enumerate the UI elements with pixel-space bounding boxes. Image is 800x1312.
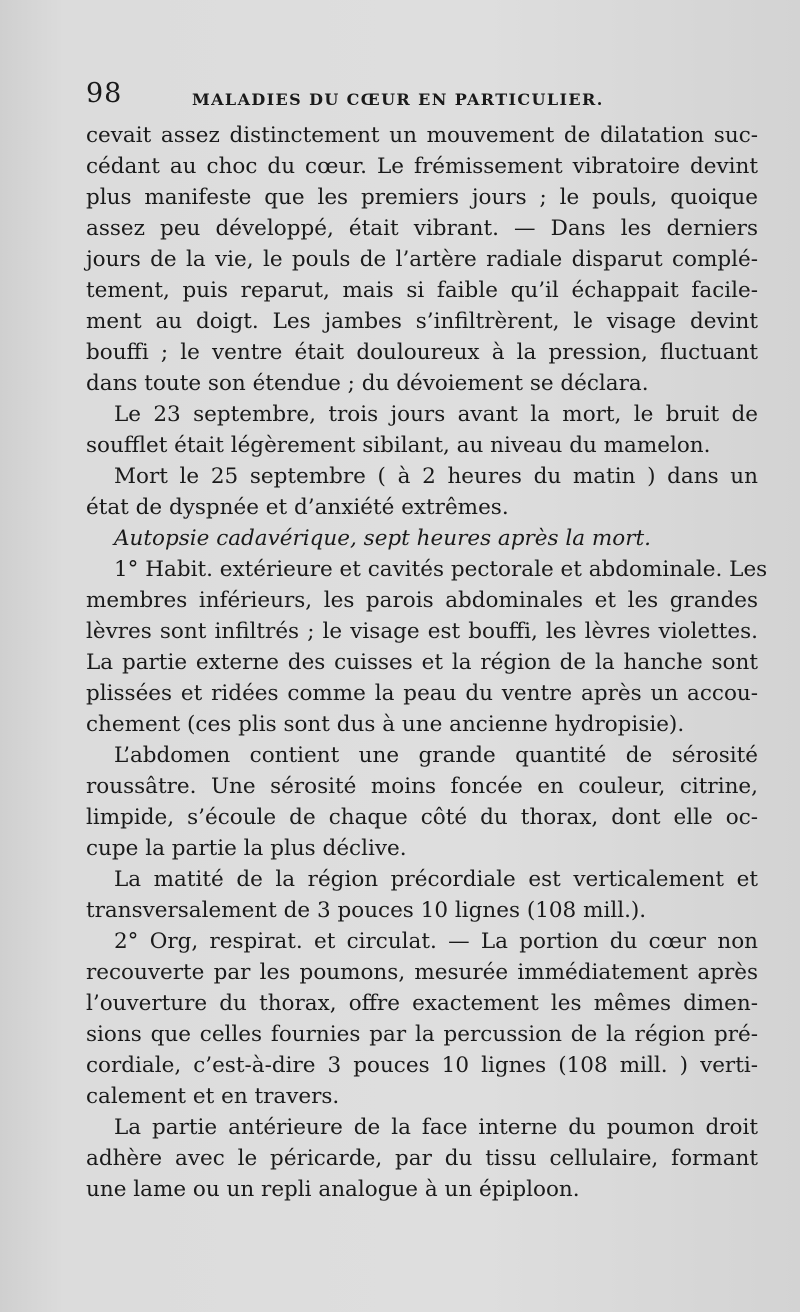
text-line: Le 23 septembre, trois jours avant la mort, le bruit de bbox=[114, 402, 758, 427]
text-line: 1° Habit. extérieure et cavités pectorale et abdominale. Les bbox=[114, 557, 768, 582]
text-line: jours de la vie, le pouls de l’artère radiale disparut complé- bbox=[86, 247, 758, 272]
text-line: La matité de la région précordiale est verticalement et bbox=[114, 867, 758, 892]
text-line: tement, puis reparut, mais si faible qu’il échappait facile- bbox=[86, 278, 758, 303]
text-line: une lame ou un repli analogue à un épiploon. bbox=[86, 1177, 580, 1202]
text-line: roussâtre. Une sérosité moins foncée en couleur, citrine, bbox=[86, 774, 758, 799]
text-line: ment au doigt. Les jambes s’infiltrèrent, le visage devint bbox=[86, 309, 758, 334]
text-line: plissées et ridées comme la peau du ventre après un accou- bbox=[86, 681, 758, 706]
text-line: lèvres sont infiltrés ; le visage est bouffi, les lèvres violettes. bbox=[86, 619, 758, 644]
text-line: Autopsie cadavérique, sept heures après la mort. bbox=[114, 526, 651, 551]
text-line: calement et en travers. bbox=[86, 1084, 340, 1109]
text-line: dans toute son étendue ; du dévoiement se déclara. bbox=[86, 371, 649, 396]
text-line: assez peu développé, était vibrant. — Dans les derniers bbox=[86, 216, 758, 241]
text-line: adhère avec le péricarde, par du tissu cellulaire, formant bbox=[86, 1146, 758, 1171]
text-line: recouverte par les poumons, mesurée immédiatement après bbox=[86, 960, 758, 985]
running-title: MALADIES DU CŒUR EN PARTICULIER. bbox=[192, 90, 604, 109]
text-line: limpide, s’écoule de chaque côté du thorax, dont elle oc- bbox=[86, 805, 758, 830]
text-line: l’ouverture du thorax, offre exactement les mêmes dimen- bbox=[86, 991, 758, 1016]
text-line: transversalement de 3 pouces 10 lignes (108 mill.). bbox=[86, 898, 647, 923]
page-header bbox=[86, 78, 666, 118]
text-line: La partie antérieure de la face interne du poumon droit bbox=[114, 1115, 758, 1140]
text-line: cevait assez distinctement un mouvement de dilatation suc- bbox=[86, 123, 758, 148]
text-line: soufflet était légèrement sibilant, au niveau du mamelon. bbox=[86, 433, 711, 458]
text-line: cédant au choc du cœur. Le frémissement vibratoire devint bbox=[86, 154, 758, 179]
text-line: cupe la partie la plus déclive. bbox=[86, 836, 407, 861]
text-line: membres inférieurs, les parois abdominales et les grandes bbox=[86, 588, 758, 613]
text-line: L’abdomen contient une grande quantité de sérosité bbox=[114, 743, 758, 768]
text-line: sions que celles fournies par la percussion de la région pré- bbox=[86, 1022, 758, 1047]
text-line: Mort le 25 septembre ( à 2 heures du matin ) dans un bbox=[114, 464, 758, 489]
text-line: 2° Org, respirat. et circulat. — La portion du cœur non bbox=[114, 929, 758, 954]
text-line: La partie externe des cuisses et la région de la hanche sont bbox=[86, 650, 758, 675]
text-line: plus manifeste que les premiers jours ; le pouls, quoique bbox=[86, 185, 758, 210]
text-line: état de dyspnée et d’anxiété extrêmes. bbox=[86, 495, 509, 520]
text-line: cordiale, c’est-à-dire 3 pouces 10 lignes (108 mill. ) verti- bbox=[86, 1053, 758, 1078]
text-line: bouffi ; le ventre était douloureux à la pression, fluctuant bbox=[86, 340, 758, 365]
page-number: 98 bbox=[86, 78, 123, 109]
body-text bbox=[86, 120, 768, 1205]
text-line: chement (ces plis sont dus à une ancienne hydropisie). bbox=[86, 712, 685, 737]
